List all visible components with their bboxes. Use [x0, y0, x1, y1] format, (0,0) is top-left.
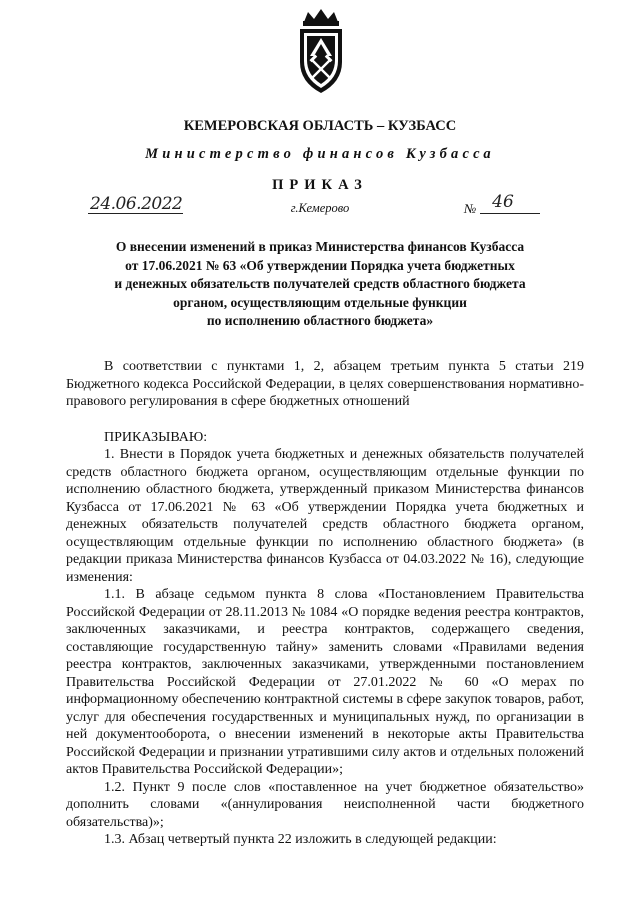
number-label: № [464, 201, 477, 216]
ministry-name: Министерство финансов Кузбасса [145, 146, 495, 162]
document-body [66, 358, 584, 849]
title-line: органом, осуществляющим отдельные функции [173, 294, 467, 310]
paragraph-1-1: 1.1. В абзаце седьмом пункта 8 слова «Постановлением Правительства Российской Федерации от 28.11.2013 № 1084 «О порядке ведения реестра контрактов, заключенных заказчиками, и реестра контрактов, содержащего сведения, составляющие государственную тайну» заменить словами «Правилами ведения реестра контрактов, заключенных заказчиками, утвержденными постановлением Правительства Российской Федерации от 27.01.2022 № 60 «О мерах по информационному обеспечению контрактной системы в сфере закупок товаров, работ, услуг для обеспечения государственных и муниципальных нужд, по организации в ней документооборота, о внесении изменений в некоторые акты Правительства Российской Федерации и признании утратившими силу актов и отдельных положений актов Правительства Российской Федерации»; [66, 587, 585, 777]
document-city: г.Кемерово [290, 201, 350, 215]
document-date: 24.06.2022 [90, 194, 183, 214]
coat-of-arms-emblem-icon [290, 8, 352, 96]
paragraph-gap [66, 411, 584, 429]
title-line: и денежных обязательств получателей средств областного бюджета [114, 276, 526, 291]
title-line: от 17.06.2021 № 63 «Об утверждении Порядка учета бюджетных [125, 257, 515, 273]
paragraph-1-3: 1.3. Абзац четвертый пункта 22 изложить в следующей редакции: [104, 832, 497, 847]
number-underline [480, 213, 540, 214]
title-line: по исполнению областного бюджета» [206, 313, 434, 328]
preamble-paragraph: В соответствии с пунктами 1, 2, абзацем третьим пункта 5 статьи 219 Бюджетного кодекса Российской Федерации, в целях совершенствования нормативно-правового регулирования в сфере бюджетных отношений [66, 359, 584, 409]
paragraph-1: 1. Внести в Порядок учета бюджетных и денежных обязательств получателей средств областного бюджета органом, осуществляющим отдельные функции по исполнению областного бюджета, утвержденный приказом Министерства финансов Кузбасса от 17.06.2021 № 63 «Об утверждении Порядка учета бюджетных и денежных обязательств получателей средств областного бюджета органом, осуществляющим отдельные функции по исполнению областного бюджета» (в редакции приказа Министерства финансов Кузбасса от 04.03.2022 № 16), следующие изменения: [66, 447, 584, 585]
document-type: ПРИКАЗ [272, 177, 368, 193]
document-title [60, 238, 580, 331]
paragraph-1-2: 1.2. Пункт 9 после слов «поставленное на учет бюджетное обязательство» дополнить словами «(аннулирования неисполненной части бюджетного обязательства)»; [66, 779, 584, 830]
region-name: КЕМЕРОВСКАЯ ОБЛАСТЬ – КУЗБАСС [183, 118, 457, 134]
title-line: О внесении изменений в приказ Министерства финансов Кузбасса [115, 239, 525, 254]
order-word: ПРИКАЗЫВАЮ: [104, 429, 208, 445]
document-number: 46 [492, 192, 514, 212]
